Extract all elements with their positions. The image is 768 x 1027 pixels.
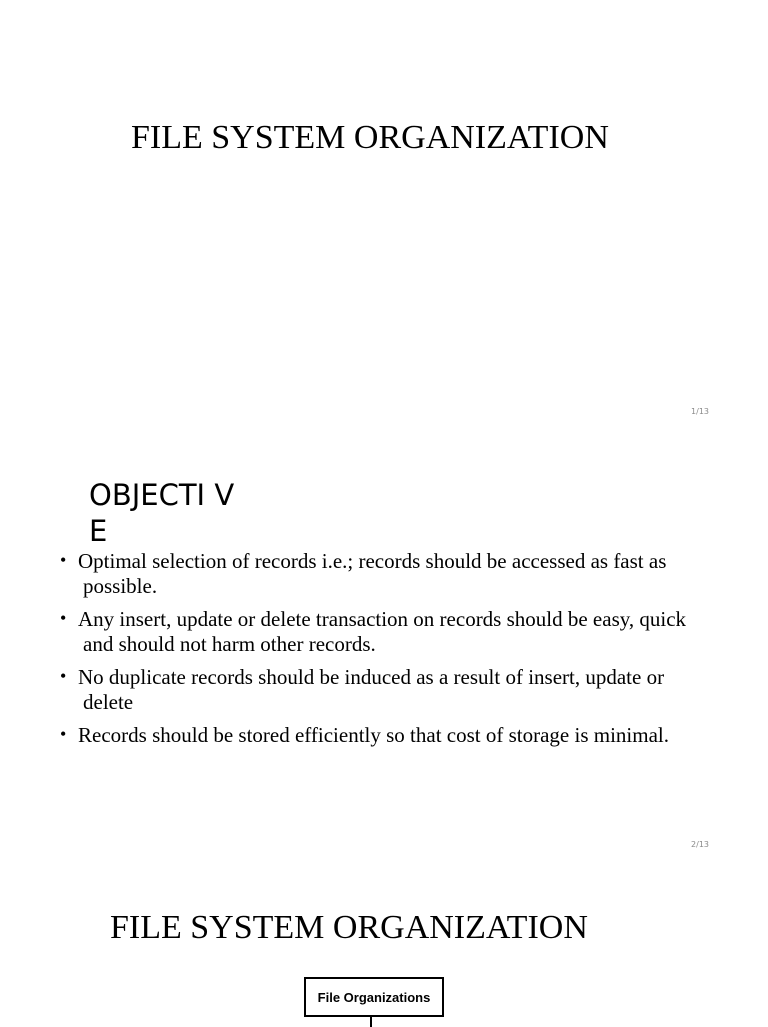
slide-title: FILE SYSTEM ORGANIZATION	[110, 909, 588, 946]
list-item-text: Any insert, update or delete transaction on records should be easy, quick and should not harm other records.	[78, 607, 687, 656]
slide-2	[0, 430, 768, 863]
list-item	[60, 723, 710, 748]
diagram-root-node: File Organizations	[304, 977, 444, 1017]
slide-1	[0, 0, 768, 430]
slide-3	[0, 863, 768, 1024]
bullet-icon: •	[60, 608, 67, 628]
list-item	[60, 607, 710, 657]
bullet-icon: •	[60, 724, 67, 744]
list-item	[60, 665, 710, 715]
objective-heading: OBJECTI VE	[89, 478, 235, 548]
slide-title: FILE SYSTEM ORGANIZATION	[131, 119, 609, 156]
list-item	[60, 549, 710, 599]
list-item-text: Optimal selection of records i.e.; records should be accessed as fast as possible.	[78, 549, 667, 598]
objective-list	[60, 549, 710, 756]
list-item-text: Records should be stored efficiently so that cost of storage is minimal.	[78, 723, 669, 747]
bullet-icon: •	[60, 666, 67, 686]
page-number: 2/13	[691, 840, 709, 849]
diagram-connector	[370, 1017, 372, 1027]
list-item-text: No duplicate records should be induced as a result of insert, update or delete	[78, 665, 665, 714]
page-number: 1/13	[691, 407, 709, 416]
bullet-icon: •	[60, 550, 67, 570]
